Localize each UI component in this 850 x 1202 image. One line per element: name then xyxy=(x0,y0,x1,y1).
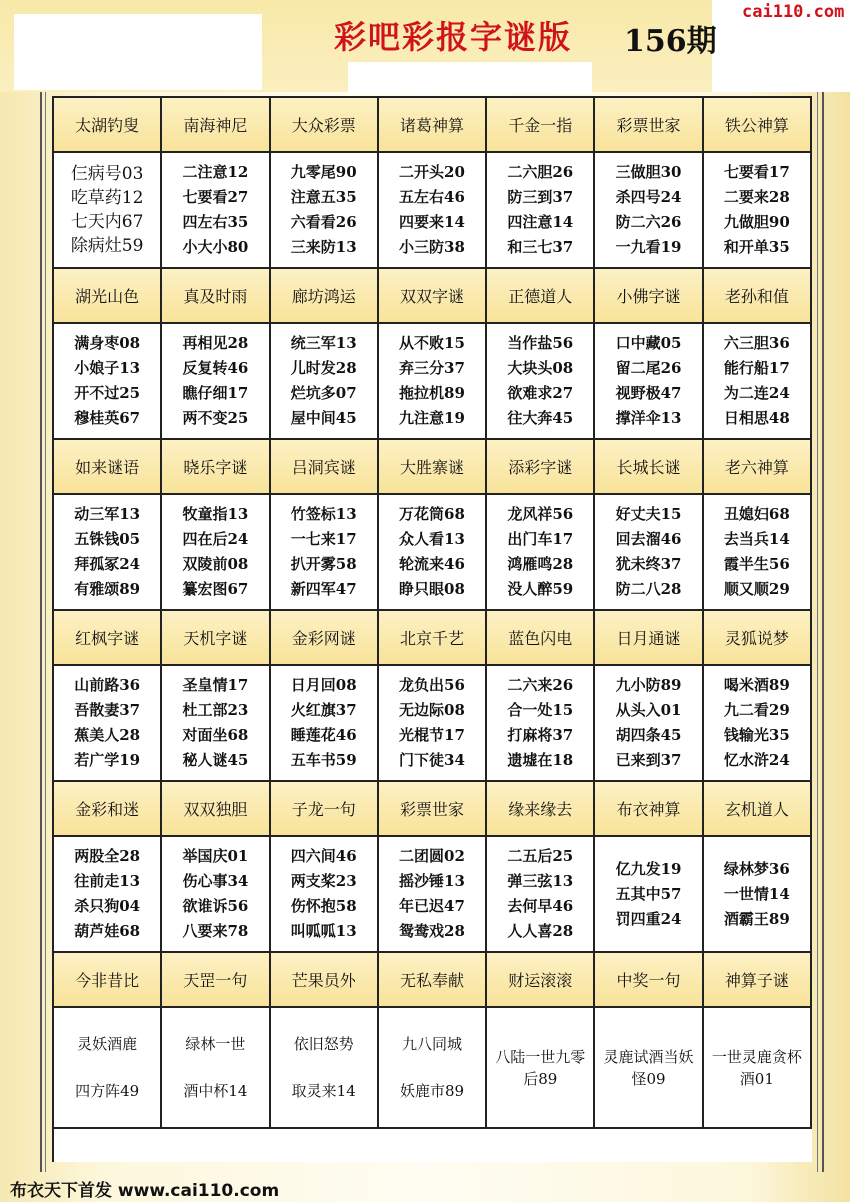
cell-line: 欲谁诉56 xyxy=(182,897,249,915)
cell-line: 轮流来46 xyxy=(399,555,465,573)
cell-line: 五左右46 xyxy=(399,188,465,206)
cell-line: 秘人谜45 xyxy=(182,751,249,769)
table-header-cell: 灵狐说梦 xyxy=(704,611,812,666)
table-cell xyxy=(162,324,270,440)
cell-line: 大块头08 xyxy=(507,359,574,377)
cell-line: 三来防13 xyxy=(290,238,357,256)
cell-line: 九小防89 xyxy=(615,676,682,694)
table-cell xyxy=(487,666,595,782)
cell-line: 伤怀抱58 xyxy=(290,897,357,915)
cell-line: 亿九发19 xyxy=(615,859,682,878)
cell-line: 儿时发28 xyxy=(290,359,357,377)
footer-text: 布衣天下首发 www.cai110.com xyxy=(10,1181,280,1201)
table-cell xyxy=(379,324,487,440)
table-header-cell: 廊坊鸿运 xyxy=(271,269,379,324)
table-header-cell: 金彩和迷 xyxy=(54,782,162,837)
cell-line: 四注意14 xyxy=(507,213,574,231)
table-header-cell: 玄机道人 xyxy=(704,782,812,837)
cell-line: 九二看29 xyxy=(723,701,790,719)
table-header-cell: 湖光山色 xyxy=(54,269,162,324)
table-cell xyxy=(704,153,812,269)
table-cell xyxy=(162,495,270,611)
cell-line: 吾散妻37 xyxy=(74,701,141,719)
table-cell xyxy=(379,666,487,782)
cell-line: 酒中杯14 xyxy=(183,1082,248,1100)
table-header-cell: 太湖钓叟 xyxy=(54,98,162,153)
cell-line: 牧童指13 xyxy=(182,505,249,523)
table-cell xyxy=(271,324,379,440)
cell-line: 遗墟在18 xyxy=(507,751,574,769)
table-cell xyxy=(704,666,812,782)
cell-line: 弃三分37 xyxy=(399,359,465,377)
left-border-line-inner xyxy=(45,92,46,1172)
table-header-cell: 神算子谜 xyxy=(704,953,812,1008)
cell-line: 丑媳妇68 xyxy=(723,505,790,523)
table-cell xyxy=(487,324,595,440)
cell-line: 取灵来14 xyxy=(291,1082,356,1100)
table-cell xyxy=(162,153,270,269)
table-cell xyxy=(271,495,379,611)
table-cell xyxy=(379,837,487,953)
table-header-cell: 日月通谜 xyxy=(595,611,703,666)
cell-line: 葫芦娃68 xyxy=(74,922,141,940)
right-border-line-inner xyxy=(817,92,818,1172)
cell-line: 灵妖酒鹿 xyxy=(77,1035,138,1053)
cell-line: 杀只狗04 xyxy=(74,897,141,915)
cell-line: 统三军13 xyxy=(290,334,357,352)
cell-line: 小三防38 xyxy=(399,238,465,256)
table-cell xyxy=(271,153,379,269)
cell-line: 鸿雁鸣28 xyxy=(507,555,574,573)
blank-patch-left xyxy=(14,14,262,90)
cell-line: 好丈夫15 xyxy=(615,505,682,523)
cell-line: 若广学19 xyxy=(74,751,141,769)
cell-line: 杜工部23 xyxy=(182,701,249,719)
cell-line: 罚四重24 xyxy=(615,909,682,928)
cell-line: 绿林一世 xyxy=(185,1035,246,1053)
table-cell xyxy=(54,495,162,611)
table-header-cell: 老六神算 xyxy=(704,440,812,495)
table-cell xyxy=(271,1008,379,1129)
table-header-cell: 布衣神算 xyxy=(595,782,703,837)
cell-line: 双陵前08 xyxy=(182,555,249,573)
cell-line: 小大小80 xyxy=(182,238,249,256)
cell-line: 屋中间45 xyxy=(290,409,357,427)
table-header-cell: 双双字谜 xyxy=(379,269,487,324)
table-header-cell: 真及时雨 xyxy=(162,269,270,324)
cell-line: 两支桨23 xyxy=(290,872,357,890)
cell-line: 火红旗37 xyxy=(290,701,357,719)
table-header-cell: 小佛字谜 xyxy=(595,269,703,324)
right-border-line xyxy=(822,92,824,1172)
cell-line: 忆水浒24 xyxy=(723,751,790,769)
cell-line: 日月回08 xyxy=(290,676,357,694)
table-cell xyxy=(704,324,812,440)
table-cell xyxy=(487,495,595,611)
cell-line: 霞半生56 xyxy=(723,555,790,573)
cell-line: 弹三弦13 xyxy=(507,872,574,890)
cell-line: 七天内67 xyxy=(70,212,144,232)
table-cell xyxy=(595,153,703,269)
cell-line: 摇沙锤13 xyxy=(399,872,465,890)
table-header-cell: 诸葛神算 xyxy=(379,98,487,153)
cell-line: 光棍节17 xyxy=(399,726,465,744)
table-cell xyxy=(271,837,379,953)
cell-line: 五其中57 xyxy=(615,884,682,903)
table-header-cell: 子龙一句 xyxy=(271,782,379,837)
cell-line: 钱输光35 xyxy=(723,726,790,744)
cell-line: 从不败15 xyxy=(399,334,465,352)
cell-line: 山前路36 xyxy=(74,676,141,694)
cell-line: 去何早46 xyxy=(507,897,574,915)
cell-line: 小娘子13 xyxy=(74,359,141,377)
table-cell xyxy=(162,837,270,953)
table-header-cell: 芒果员外 xyxy=(271,953,379,1008)
cell-line: 往大奔45 xyxy=(507,409,574,427)
cell-line: 视野极47 xyxy=(615,384,682,402)
cell-line: 注意五35 xyxy=(290,188,357,206)
cell-line: 扒开雾58 xyxy=(290,555,357,573)
table-header-cell: 双双独胆 xyxy=(162,782,270,837)
table-header-cell: 缘来缘去 xyxy=(487,782,595,837)
cell-line: 口中藏05 xyxy=(615,334,682,352)
cell-line: 七要看27 xyxy=(182,188,249,206)
cell-line: 二六来26 xyxy=(507,676,574,694)
cell-line: 九零尾90 xyxy=(290,163,357,181)
cell-line: 蕉美人28 xyxy=(74,726,141,744)
table-header-cell: 晓乐字谜 xyxy=(162,440,270,495)
cell-line: 人人喜28 xyxy=(507,922,574,940)
cell-line: 二六胆26 xyxy=(507,163,574,181)
table-cell xyxy=(271,666,379,782)
cell-line: 喝米酒89 xyxy=(723,676,790,694)
cell-line: 五车书59 xyxy=(290,751,357,769)
cell-line: 五铢钱05 xyxy=(74,530,141,548)
cell-line: 撑洋伞13 xyxy=(615,409,682,427)
cell-line: 八要来78 xyxy=(182,922,249,940)
cell-line: 六三胆36 xyxy=(723,334,790,352)
cell-line: 龙负出56 xyxy=(399,676,465,694)
cell-line: 九注意19 xyxy=(399,409,465,427)
cell-line: 四方阵49 xyxy=(75,1082,140,1100)
table-header-cell: 老孙和值 xyxy=(704,269,812,324)
table-header-cell: 正德道人 xyxy=(487,269,595,324)
cell-line: 纂宏图67 xyxy=(182,580,249,598)
cell-line: 防二八28 xyxy=(615,580,682,598)
blank-patch-center xyxy=(348,62,592,94)
cell-line: 一世灵鹿贪杯酒01 xyxy=(711,1047,802,1088)
cell-line: 拖拉机89 xyxy=(399,384,465,402)
table-header-cell: 铁公神算 xyxy=(704,98,812,153)
cell-line: 二注意12 xyxy=(182,163,249,181)
cell-line: 打麻将37 xyxy=(507,726,574,744)
site-url: cai110.com xyxy=(742,2,845,22)
cell-line: 防三到37 xyxy=(507,188,574,206)
cell-line: 四在后24 xyxy=(182,530,249,548)
cell-line: 已来到37 xyxy=(615,751,682,769)
page-title: 彩吧彩报字谜版 xyxy=(334,18,573,56)
cell-line: 往前走13 xyxy=(74,872,141,890)
table-cell xyxy=(54,153,162,269)
table-header-cell: 彩票世家 xyxy=(595,98,703,153)
issue-number: 156期 xyxy=(624,24,717,59)
cell-line: 防二六26 xyxy=(615,213,682,231)
table-header-cell: 大众彩票 xyxy=(271,98,379,153)
cell-line: 二开头20 xyxy=(399,163,465,181)
cell-line: 九做胆90 xyxy=(723,213,790,231)
cell-line: 开不过25 xyxy=(74,384,141,402)
table-cell xyxy=(54,837,162,953)
cell-line: 二五后25 xyxy=(507,847,574,865)
cell-line: 一七来17 xyxy=(290,530,357,548)
cell-line: 有雅颂89 xyxy=(74,580,141,598)
table-header-cell: 今非昔比 xyxy=(54,953,162,1008)
cell-line: 酒霸王89 xyxy=(723,909,790,928)
table-cell xyxy=(162,1008,270,1129)
cell-line: 杀四号24 xyxy=(615,188,682,206)
riddle-table xyxy=(52,96,812,1162)
cell-line: 绿林梦36 xyxy=(723,859,790,878)
cell-line: 再相见28 xyxy=(182,334,249,352)
table-cell xyxy=(704,495,812,611)
table-cell xyxy=(54,666,162,782)
cell-line: 二团圆02 xyxy=(399,847,465,865)
cell-line: 和开单35 xyxy=(723,238,790,256)
cell-line: 三做胆30 xyxy=(615,163,682,181)
cell-line: 为二连24 xyxy=(723,384,790,402)
table-cell xyxy=(595,324,703,440)
cell-line: 胡四条45 xyxy=(615,726,682,744)
cell-line: 两不变25 xyxy=(182,409,249,427)
cell-line: 新四军47 xyxy=(290,580,357,598)
cell-line: 满身枣08 xyxy=(74,334,141,352)
cell-line: 四要来14 xyxy=(399,213,465,231)
cell-line: 仨病号03 xyxy=(70,164,144,184)
table-cell xyxy=(595,1008,703,1129)
cell-line: 四六间46 xyxy=(290,847,357,865)
left-border-line xyxy=(40,92,42,1172)
cell-line: 六看看26 xyxy=(290,213,357,231)
cell-line: 瞧仔细17 xyxy=(182,384,249,402)
cell-line: 万花筒68 xyxy=(399,505,465,523)
cell-line: 门下徒34 xyxy=(399,751,465,769)
cell-line: 反复转46 xyxy=(182,359,249,377)
cell-line: 睁只眼08 xyxy=(399,580,465,598)
table-header-cell: 中奖一句 xyxy=(595,953,703,1008)
cell-line: 吃草药12 xyxy=(70,188,144,208)
table-header-cell: 北京千艺 xyxy=(379,611,487,666)
cell-line: 顺又顺29 xyxy=(723,580,790,598)
table-cell xyxy=(595,495,703,611)
cell-line: 从头入01 xyxy=(615,701,682,719)
cell-line: 和三七37 xyxy=(507,238,574,256)
cell-line: 众人看13 xyxy=(399,530,465,548)
table-cell xyxy=(54,1008,162,1129)
table-cell xyxy=(595,666,703,782)
cell-line: 年已迟47 xyxy=(399,897,465,915)
table-cell xyxy=(487,153,595,269)
cell-line: 八陆一世九零后89 xyxy=(495,1047,586,1088)
table-header-cell: 长城长谜 xyxy=(595,440,703,495)
table-header-cell: 红枫字谜 xyxy=(54,611,162,666)
table-header-cell: 吕洞宾谜 xyxy=(271,440,379,495)
table-header-cell: 千金一指 xyxy=(487,98,595,153)
table-header-cell: 天罡一句 xyxy=(162,953,270,1008)
cell-line: 伤心事34 xyxy=(182,872,249,890)
cell-line: 欲难求27 xyxy=(507,384,574,402)
cell-line: 依旧怒势 xyxy=(293,1035,354,1053)
cell-line: 一世情14 xyxy=(723,884,790,903)
cell-line: 回去溜46 xyxy=(615,530,682,548)
cell-line: 无边际08 xyxy=(399,701,465,719)
cell-line: 对面坐68 xyxy=(182,726,249,744)
table-cell xyxy=(379,1008,487,1129)
table-header-cell: 无私奉献 xyxy=(379,953,487,1008)
cell-line: 妖鹿市89 xyxy=(399,1082,465,1100)
cell-line: 龙风祥56 xyxy=(507,505,574,523)
table-cell xyxy=(487,1008,595,1129)
cell-line: 一九看19 xyxy=(615,238,682,256)
table-header-cell: 金彩网谜 xyxy=(271,611,379,666)
cell-line: 四左右35 xyxy=(182,213,249,231)
table-cell xyxy=(379,153,487,269)
cell-line: 穆桂英67 xyxy=(74,409,141,427)
cell-line: 两股全28 xyxy=(74,847,141,865)
table-cell xyxy=(162,666,270,782)
cell-line: 出门车17 xyxy=(507,530,574,548)
cell-line: 没人醉59 xyxy=(507,580,574,598)
cell-line: 竹签标13 xyxy=(290,505,357,523)
table-header-cell: 财运滚滚 xyxy=(487,953,595,1008)
cell-line: 鸳鸯戏28 xyxy=(399,922,465,940)
cell-line: 能行船17 xyxy=(723,359,790,377)
cell-line: 圣皇情17 xyxy=(182,676,249,694)
table-header-cell: 南海神尼 xyxy=(162,98,270,153)
cell-line: 当作盐56 xyxy=(507,334,574,352)
table-cell xyxy=(487,837,595,953)
cell-line: 二要来28 xyxy=(723,188,790,206)
cell-line: 拜孤冢24 xyxy=(74,555,141,573)
cell-line: 除病灶59 xyxy=(70,236,144,256)
table-header-cell: 天机字谜 xyxy=(162,611,270,666)
cell-line: 去当兵14 xyxy=(723,530,790,548)
table-header-cell: 彩票世家 xyxy=(379,782,487,837)
table-cell xyxy=(54,324,162,440)
table-cell xyxy=(379,495,487,611)
cell-line: 犹未终37 xyxy=(615,555,682,573)
table-cell xyxy=(704,837,812,953)
cell-line: 七要看17 xyxy=(723,163,790,181)
cell-line: 动三军13 xyxy=(74,505,141,523)
table-header-cell: 添彩字谜 xyxy=(487,440,595,495)
cell-line: 叫呱呱13 xyxy=(290,922,357,940)
table-header-cell: 大胜寨谜 xyxy=(379,440,487,495)
cell-line: 烂坑多07 xyxy=(290,384,357,402)
cell-line: 灵鹿试酒当妖怪09 xyxy=(603,1047,694,1088)
cell-line: 举国庆01 xyxy=(182,847,249,865)
table-header-cell: 如来谜语 xyxy=(54,440,162,495)
cell-line: 合一处15 xyxy=(507,701,574,719)
table-cell xyxy=(704,1008,812,1129)
cell-line: 九八同城 xyxy=(401,1035,462,1053)
cell-line: 日相思48 xyxy=(723,409,790,427)
cell-line: 睡莲花46 xyxy=(290,726,357,744)
cell-line: 留二尾26 xyxy=(615,359,682,377)
table-header-cell: 蓝色闪电 xyxy=(487,611,595,666)
table-cell xyxy=(595,837,703,953)
